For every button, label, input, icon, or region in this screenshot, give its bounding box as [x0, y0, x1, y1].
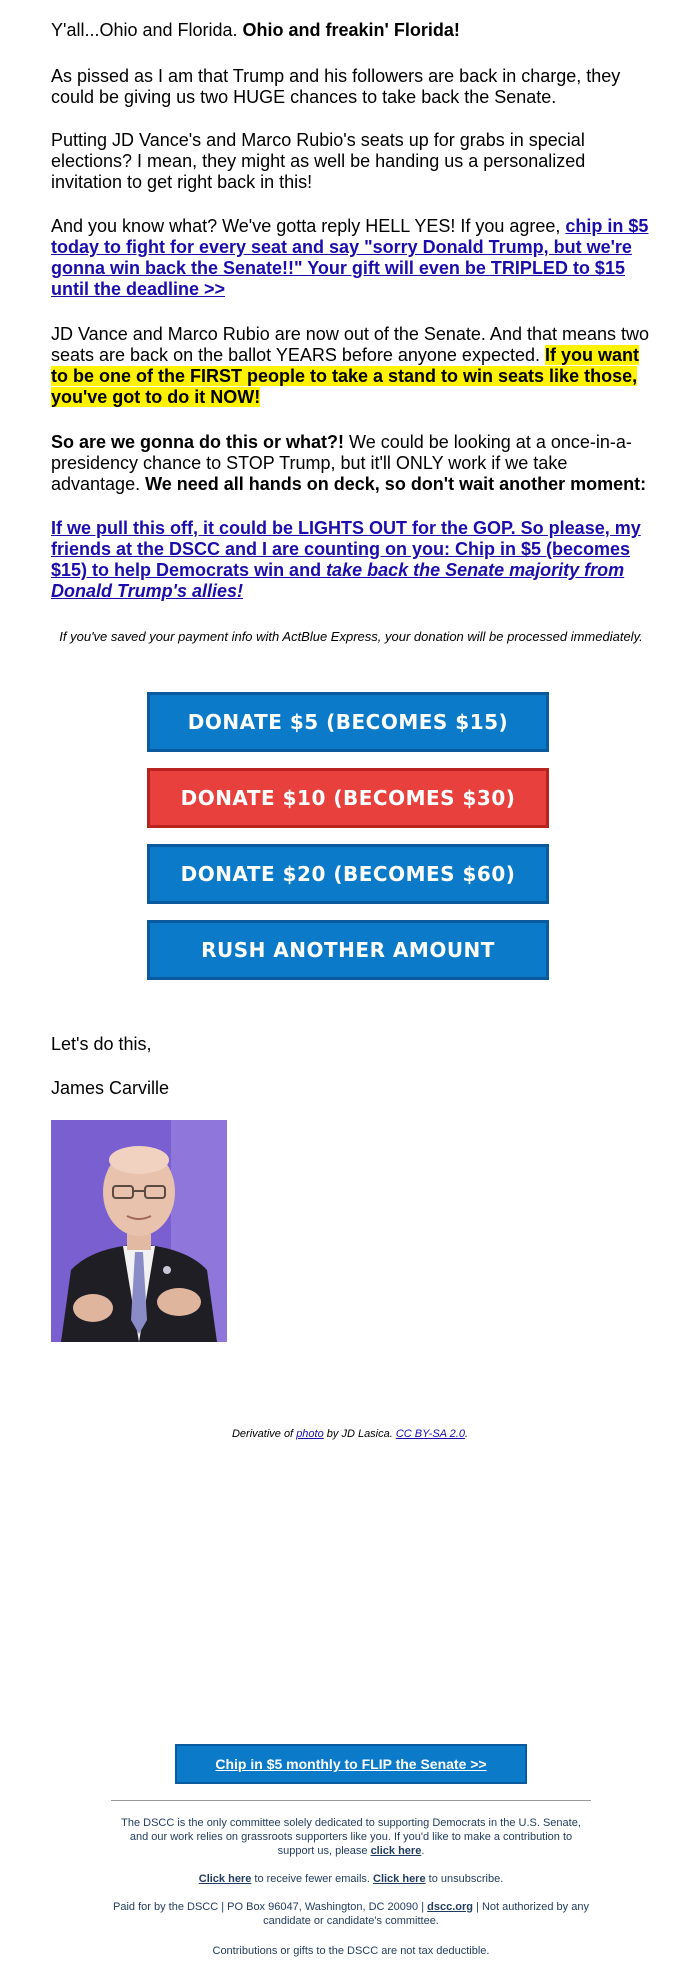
- portrait-illustration: [51, 1120, 227, 1342]
- paragraph-all-hands: So are we gonna do this or what?! We could be looking at a once-in-a-presidency chance to STOP Trump, but it'll ONLY work if we take advantage. We need all hands on deck, so don't wait another moment:: [51, 432, 647, 494]
- james-carville-photo: [51, 1120, 227, 1342]
- footer-about: The DSCC is the only committee solely dedicated to supporting Democrats in the U.S. Senate, and our work relies on grassroots supporters like you. If you'd like to make a contribution to support us, please click here.: [121, 1817, 581, 1857]
- actblue-note: If you've saved your payment info with ActBlue Express, your donation will be processed immediately.: [59, 629, 643, 644]
- donate-10-button[interactable]: DONATE $10 (BECOMES $30): [147, 768, 549, 828]
- chip-in-link[interactable]: chip in $5 today to fight for every seat and say "sorry Donald Trump, but we're gonna win back the Senate!!" Your gift will even be TRIPLED to $15 until the deadline >>: [51, 216, 649, 299]
- footer-tax-note: Contributions or gifts to the DSCC are not tax deductible.: [212, 1945, 490, 1957]
- intro-bold: Ohio and freakin' Florida!: [242, 20, 460, 40]
- paragraph-pissed: As pissed as I am that Trump and his followers are back in charge, they could be giving us two HUGE chances to take back the Senate.: [51, 66, 621, 107]
- highlighted-text: If you want to be one of the FIRST people to take a stand to win seats like those, you've got to do it NOW!: [51, 345, 639, 407]
- footer-email-prefs: Click here to receive fewer emails. Click here to unsubscribe.: [198, 1873, 504, 1885]
- photo-credit: Derivative of photo by JD Lasica. CC BY-SA 2.0.: [231, 1428, 468, 1440]
- paragraph-lights-out: [51, 518, 651, 602]
- photo-link[interactable]: photo: [296, 1428, 324, 1440]
- donate-20-button[interactable]: DONATE $20 (BECOMES $60): [147, 844, 549, 904]
- contribute-link[interactable]: click here: [370, 1845, 422, 1857]
- license-link[interactable]: CC BY-SA 2.0: [395, 1428, 465, 1440]
- rush-another-amount-button[interactable]: RUSH ANOTHER AMOUNT: [147, 920, 549, 980]
- signoff-line: Let's do this,: [51, 1034, 152, 1054]
- footer-divider: [111, 1800, 591, 1801]
- signature-name: James Carville: [51, 1078, 170, 1098]
- dscc-site-link[interactable]: dscc.org: [427, 1901, 473, 1913]
- footer-paid-for: Paid for by the DSCC | PO Box 96047, Washington, DC 20090 | dscc.org | Not authorized by any candidate or candidate's committee.: [113, 1901, 589, 1927]
- lights-out-link[interactable]: If we pull this off, it could be LIGHTS OUT for the GOP. So please, my friends at the DSCC and I are counting on you: Chip in $5 (becomes $15) to help Democrats win and take back the Senate majority from Donald Trump's allies!: [51, 518, 641, 601]
- unsubscribe-link[interactable]: Click here: [373, 1873, 426, 1885]
- paragraph-special-elections: Putting JD Vance's and Marco Rubio's seats up for grabs in special elections? I mean, they might as well be handing us a personalized invitation to get right back in this!: [51, 130, 586, 192]
- monthly-donation-button[interactable]: Chip in $5 monthly to FLIP the Senate >>: [175, 1744, 527, 1784]
- intro-paragraph: Y'all...Ohio and Florida. Ohio and freakin' Florida!: [51, 20, 460, 40]
- paragraph-hell-yes: And you know what? We've gotta reply HELL YES! If you agree, chip in $5 today to fight for every seat and say "sorry Donald Trump, but we're gonna win back the Senate!!" Your gift will even be TRIPLED to $15 until the deadline >>: [51, 216, 649, 299]
- fewer-emails-link[interactable]: Click here: [198, 1873, 252, 1885]
- paragraph-seats: JD Vance and Marco Rubio are now out of the Senate. And that means two seats are back on the ballot YEARS before anyone expected. If you want to be one of the FIRST people to take a stand to win seats like those, you've got to do it NOW!: [51, 324, 650, 407]
- donate-5-button[interactable]: DONATE $5 (BECOMES $15): [147, 692, 549, 752]
